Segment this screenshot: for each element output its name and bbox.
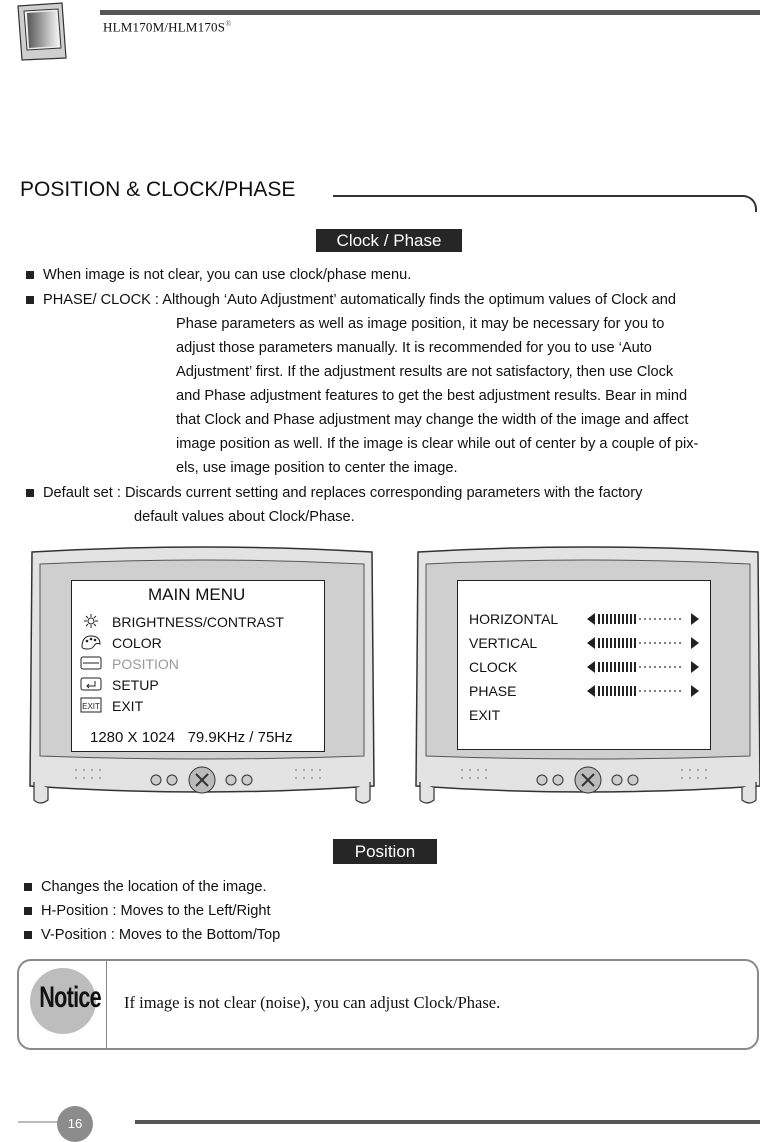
section-title-rule — [333, 195, 757, 212]
notice-divider — [106, 961, 107, 1049]
bullet-square — [24, 907, 32, 915]
bullet-label: Default set : — [43, 485, 125, 501]
adjust-slider[interactable] — [587, 612, 699, 626]
bullet-line: els, use image position to center the image. — [176, 460, 458, 476]
menu-item-setup[interactable] — [80, 675, 320, 696]
bullet-text-default-set — [43, 481, 642, 505]
bullet-line: image position as well. If the image is clear while out of center by a couple of pix- — [176, 436, 699, 452]
bullet-square — [26, 271, 34, 279]
menu-item-exit[interactable] — [469, 706, 705, 730]
setup-icon — [80, 676, 102, 692]
clock-phase-tag: Clock / Phase — [316, 229, 462, 252]
header-rule — [100, 10, 760, 15]
menu-item-horizontal[interactable] — [469, 610, 705, 634]
bullet-square — [24, 931, 32, 939]
bullet-line: Phase parameters as well as image position, it may be necessary for you to — [176, 316, 665, 332]
position-bullet-text: V-Position : Moves to the Bottom/Top — [41, 927, 281, 943]
adjust-slider[interactable] — [587, 684, 699, 698]
menu-item-label: PHASE — [469, 683, 517, 699]
adjust-slider[interactable] — [587, 636, 699, 650]
adjust-slider[interactable] — [587, 660, 699, 674]
menu-item-label: CLOCK — [469, 659, 518, 675]
notice-text: If image is not clear (noise), you can adjust Clock/Phase. — [124, 993, 501, 1012]
footer-rule-left — [18, 1121, 58, 1123]
main-menu-title: MAIN MENU — [148, 585, 246, 604]
resolution-readout: 1280 X 1024 79.9KHz / 75Hz — [90, 729, 293, 746]
position-menu-screen — [457, 580, 711, 750]
menu-item-label: POSITION — [112, 656, 179, 672]
page-number: 16 — [67, 1116, 83, 1131]
bullet-line: default values about Clock/Phase. — [134, 509, 355, 525]
bullet-text-clear: When image is not clear, you can use clock/phase menu. — [43, 267, 412, 283]
menu-item-label: EXIT — [112, 698, 144, 714]
bullet-square — [26, 489, 34, 497]
bullet-label: PHASE/ CLOCK : — [43, 292, 163, 308]
section-title: POSITION & CLOCK/PHASE — [20, 178, 296, 201]
menu-item-exit[interactable] — [80, 696, 320, 717]
bullet-square — [24, 883, 32, 891]
position-tag: Position — [333, 839, 437, 864]
bullet-line: and Phase adjustment features to get the best adjustment results. Bear in mind — [176, 388, 688, 404]
menu-item-position[interactable] — [80, 654, 320, 675]
menu-item-color[interactable] — [80, 633, 320, 654]
exit-icon — [80, 697, 102, 713]
bullet-line: that Clock and Phase adjustment may change the width of the image and affect — [176, 412, 689, 428]
monitor-thumbnail-icon — [16, 2, 68, 62]
bullet-continuation — [176, 312, 698, 480]
main-menu-screen — [71, 580, 325, 752]
menu-item-label: SETUP — [112, 677, 159, 693]
footer-rule — [135, 1120, 760, 1124]
bullet-line: adjust those parameters manually. It is recommended for you to use ‘Auto — [176, 340, 652, 356]
menu-item-phase[interactable] — [469, 682, 705, 706]
bullet-square — [26, 296, 34, 304]
position-menu-list — [469, 610, 705, 730]
bullet-line: Adjustment’ first. If the adjustment results are not satisfactory, then use Clock — [176, 364, 674, 380]
menu-item-clock[interactable] — [469, 658, 705, 682]
palette-icon — [80, 634, 102, 650]
position-icon — [80, 655, 102, 671]
position-bullet-text: H-Position : Moves to the Left/Right — [41, 903, 271, 919]
sun-icon — [80, 613, 102, 629]
bullet-text-phase-clock — [43, 288, 676, 312]
menu-item-label: VERTICAL — [469, 635, 538, 651]
menu-item-label: HORIZONTAL — [469, 611, 559, 627]
main-menu-list — [80, 612, 320, 717]
menu-item-label: EXIT — [469, 707, 501, 723]
menu-item-label: COLOR — [112, 635, 162, 651]
bullet-line: Discards current setting and replaces corresponding parameters with the factory — [124, 485, 643, 501]
menu-item-vertical[interactable] — [469, 634, 705, 658]
model-name: HLM170M/HLM170S® — [103, 19, 232, 35]
position-bullet-text: Changes the location of the image. — [41, 879, 267, 895]
notice-label: Notice — [39, 981, 101, 1014]
menu-item-brightness[interactable] — [80, 612, 320, 633]
menu-item-label: BRIGHTNESS/CONTRAST — [112, 614, 284, 630]
bullet-line: Although ‘Auto Adjustment’ automatically finds the optimum values of Clock and — [162, 292, 676, 308]
svg-text:EXIT: EXIT — [82, 702, 100, 711]
